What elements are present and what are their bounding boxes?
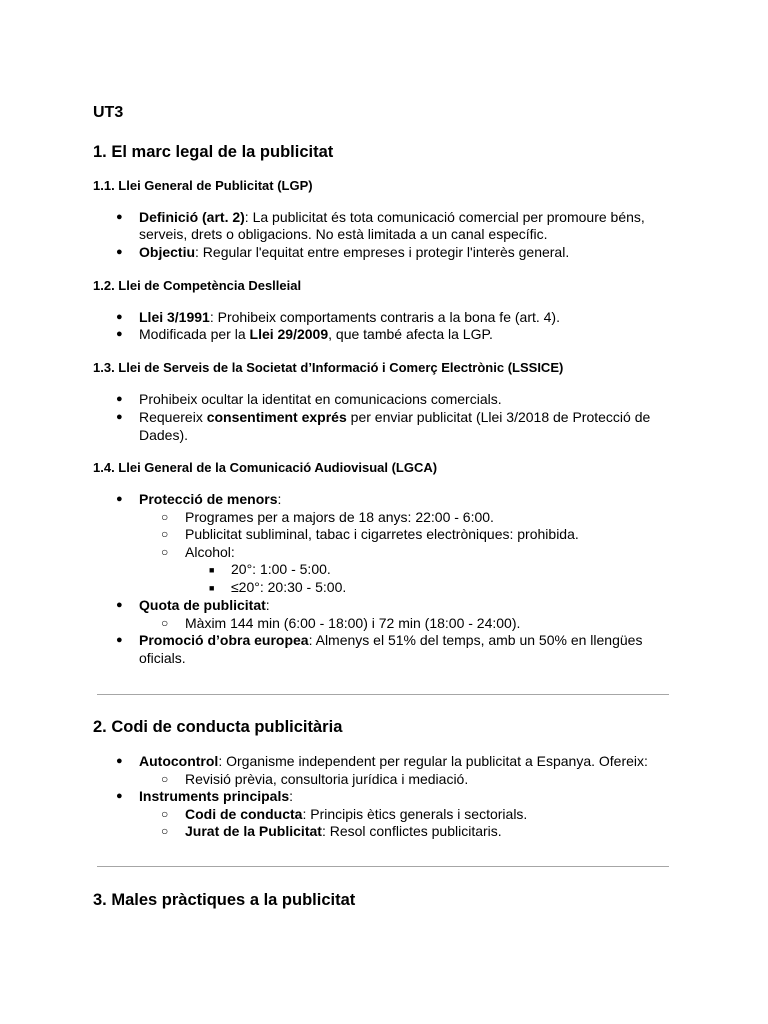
list-item: Prohibeix ocultar la identitat en comunicacions comercials. [139,391,502,407]
circle-bullet-icon: ○ [161,527,169,541]
list-item-continuation: oficials. [139,650,186,666]
list-item [139,409,650,427]
list-item-text: : Principis ètics generals i sectorials. [302,806,528,822]
circle-bullet-icon: ○ [161,772,169,786]
list-item-bold: Quota de publicitat [139,597,266,613]
list-item-text: Modificada per la [139,326,250,342]
list-item-text: per enviar publicitat (Llei 3/2018 de Protecció de [346,409,651,425]
list-item-bold: Protecció de menors [139,491,278,507]
square-bullet-icon: ■ [209,565,215,575]
circle-bullet-icon: ○ [161,510,169,524]
bullet-icon: ● [116,328,123,340]
sub-list-item: Publicitat subliminal, tabac i cigarretes electròniques: prohibida. [185,526,579,542]
bullet-icon: ● [116,790,123,802]
list-item-continuation: Dades). [139,427,189,443]
sub-list-item [185,806,527,824]
bullet-icon: ● [116,493,123,505]
square-bullet-icon: ■ [209,583,215,593]
list-item-text: : [265,597,270,613]
list-item-text: : Organisme independent per regular la publicitat a Espanya. Ofereix: [218,753,648,769]
list-item [139,753,648,771]
list-item-bold: Autocontrol [139,753,219,769]
sub-list-item: Revisió prèvia, consultoria jurídica i mediació. [185,771,469,787]
subsection-1-2-title: 1.2. Llei de Competència Deslleial [93,278,302,293]
list-item-bold: Llei 29/2009 [249,326,329,342]
list-item-text: , que també afecta la LGP. [328,326,493,342]
list-item-text: : Regular l'equitat entre empreses i protegir l'interès general. [195,244,570,260]
section-1-title: 1. El marc legal de la publicitat [93,143,334,161]
sub-sub-list-item: 20°: 1:00 - 5:00. [231,561,331,577]
list-item-text: : Prohibeix comportaments contraris a la bona fe (art. 4). [209,309,560,325]
sub-sub-list-item: ≤20°: 20:30 - 5:00. [231,579,347,595]
circle-bullet-icon: ○ [161,545,169,559]
section-2-title: 2. Codi de conducta publicitària [93,718,343,736]
list-item [139,597,270,615]
horizontal-divider [97,866,669,867]
sub-list-item: Màxim 144 min (6:00 - 18:00) i 72 min (18:00 - 24:00). [185,615,521,631]
bullet-icon: ● [116,411,123,423]
list-item-bold: Instruments principals [139,788,290,804]
list-item-text: : [289,788,294,804]
list-item [139,491,281,509]
subsection-1-4-title: 1.4. Llei General de la Comunicació Audiovisual (LGCA) [93,460,438,475]
list-item [139,788,293,806]
bullet-icon: ● [116,246,123,258]
list-item-bold: Codi de conducta [185,806,303,822]
subsection-1-3-title: 1.3. Llei de Serveis de la Societat d’Informació i Comerç Electrònic (LSSICE) [93,360,564,375]
list-item-bold: Definició (art. 2) [139,209,245,225]
section-3-title: 3. Males pràctiques a la publicitat [93,891,356,909]
list-item-text: : Almenys el 51% del temps, amb un 50% en llengües [308,632,643,648]
bullet-icon: ● [116,311,123,323]
list-item-bold: Objectiu [139,244,196,260]
list-item [139,309,560,327]
sub-list-item: Programes per a majors de 18 anys: 22:00 - 6:00. [185,509,494,525]
list-item [139,326,493,344]
bullet-icon: ● [116,211,123,223]
list-item [139,209,645,227]
circle-bullet-icon: ○ [161,807,169,821]
list-item-text: : Resol conflictes publicitaris. [321,823,502,839]
list-item-text: : La publicitat és tota comunicació comercial per promoure béns, [244,209,645,225]
bullet-icon: ● [116,599,123,611]
list-item-bold: Jurat de la Publicitat [185,823,322,839]
subsection-1-1-title: 1.1. Llei General de Publicitat (LGP) [93,178,313,193]
list-item [139,244,569,262]
list-item-text: Requereix [139,409,207,425]
bullet-icon: ● [116,634,123,646]
sub-list-item [185,823,502,841]
list-item-bold: Llei 3/1991 [139,309,210,325]
bullet-icon: ● [116,393,123,405]
circle-bullet-icon: ○ [161,824,169,838]
sub-list-item: Alcohol: [185,544,235,560]
horizontal-divider [97,694,669,695]
list-item-bold: consentiment exprés [206,409,347,425]
list-item-bold: Promoció d’obra europea [139,632,309,648]
list-item-continuation: serveis, drets o obligacions. No està limitada a un canal específic. [139,226,548,242]
list-item [139,632,642,650]
unit-title: UT3 [93,104,124,121]
circle-bullet-icon: ○ [161,616,169,630]
list-item-text: : [277,491,282,507]
bullet-icon: ● [116,755,123,767]
